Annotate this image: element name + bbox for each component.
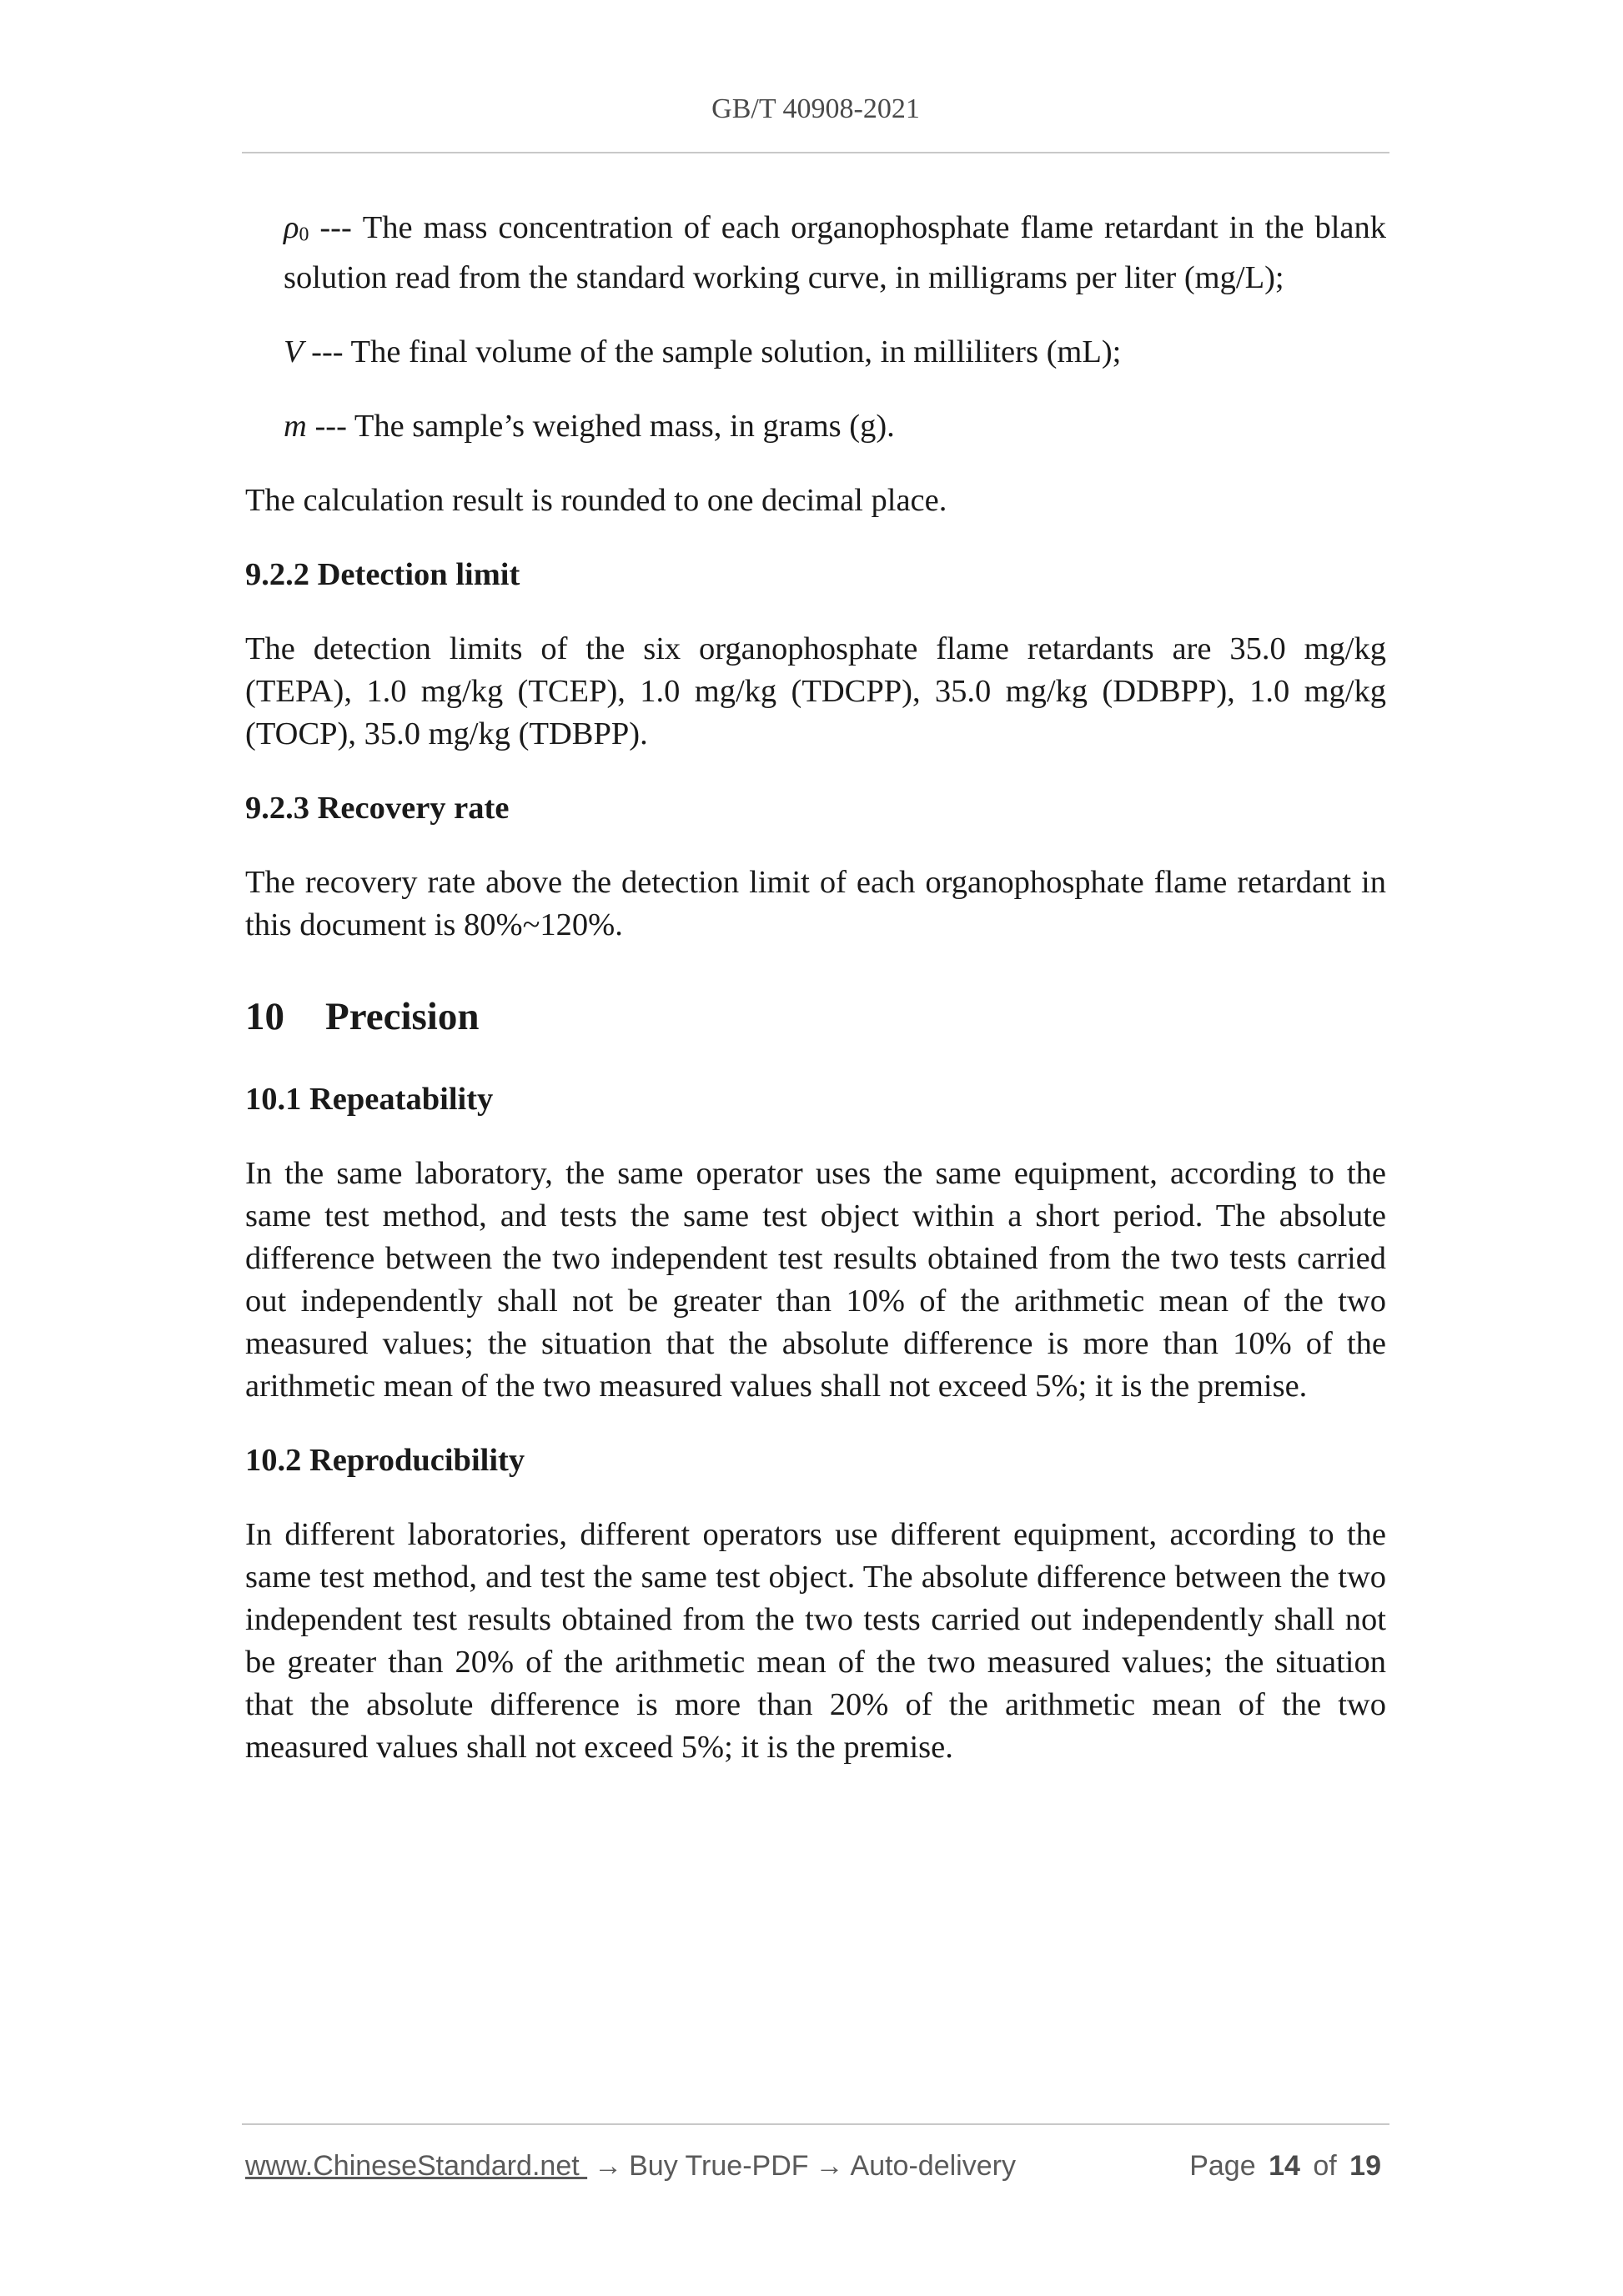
definition-v (245, 331, 1386, 374)
paragraph-reproducibility: In different laboratories, different operators use different equipment, according to the same test method, and test the same test object. The absolute difference between the two independent test results obtained from the two tests carried out independently shall not be greater than 20% of the arithmetic mean of the two measured values; the situation that the absolute difference is more than 20% of the arithmetic mean of the two measured values shall not exceed 5%; it is the premise. (245, 1516, 1386, 1765)
section-heading-9-2-3: 9.2.3 Recovery rate (245, 790, 510, 826)
definition-rho0 (245, 207, 1386, 299)
page-footer (245, 2150, 1386, 2183)
rounding-note: The calculation result is rounded to one decimal place. (245, 482, 947, 518)
paragraph-detection-limit: The detection limits of the six organophosphate flame retardants are 35.0 mg/kg (TEPA), 1.0 mg/kg (TCEP), 1.0 mg/kg (TDCPP), 35.0 mg/kg (DDBPP), 1.0 mg/kg (TOCP), 35.0 mg/kg (TDBPP). (245, 631, 1386, 751)
document-code-header: GB/T 40908-2021 (711, 93, 920, 124)
header-divider (242, 152, 1389, 153)
section-heading-10-2: 10.2 Reproducibility (245, 1442, 525, 1478)
of-label: of (1313, 2150, 1337, 2182)
definition-symbol: V (284, 334, 304, 369)
definition-text: --- The final volume of the sample solution, in milliliters (mL); (303, 334, 1122, 369)
arrow-right-icon: → (594, 2150, 623, 2182)
paragraph-repeatability: In the same laboratory, the same operator uses the same equipment, according to the same test method, and tests the same test object within a short period. The absolute difference between the two independent test results obtained from the two tests carried out independently shall not be greater than 10% of the arithmetic mean of the two measured values; the situation that the absolute difference is more than 10% of the arithmetic mean of the two measured values shall not exceed 5%; it is the premise. (245, 1155, 1386, 1404)
definition-subscript: 0 (299, 224, 309, 246)
definition-text: --- The mass concentration of each organophosphate flame retardant in the blank solution read from the standard working curve, in milligrams per liter (mg/L); (284, 210, 1386, 295)
chapter-title: Precision (325, 994, 480, 1038)
section-heading-9-2-2: 9.2.2 Detection limit (245, 556, 520, 592)
page-label: Page (1189, 2150, 1256, 2182)
paragraph-recovery-rate: The recovery rate above the detection limit of each organophosphate flame retardant in this document is 80%~120%. (245, 864, 1386, 942)
total-page-number: 19 (1349, 2150, 1381, 2182)
arrow-right-icon: → (815, 2150, 844, 2182)
definition-m (245, 405, 1386, 448)
definition-symbol: m (284, 408, 307, 444)
definition-symbol: ρ (284, 210, 299, 245)
chapter-heading-precision (245, 993, 1386, 1040)
footer-divider (242, 2123, 1389, 2125)
buy-true-pdf-link[interactable]: Buy True-PDF (629, 2150, 809, 2182)
website-link[interactable]: www.ChineseStandard.net (245, 2150, 588, 2182)
current-page-number: 14 (1269, 2150, 1300, 2182)
definition-text: --- The sample’s weighed mass, in grams (g). (306, 408, 895, 444)
chapter-number: 10 (245, 994, 284, 1038)
auto-delivery-text: Auto-delivery (850, 2150, 1016, 2182)
section-heading-10-1: 10.1 Repeatability (245, 1081, 494, 1117)
page-body (245, 207, 1386, 1801)
page-indicator (1189, 2150, 1386, 2183)
